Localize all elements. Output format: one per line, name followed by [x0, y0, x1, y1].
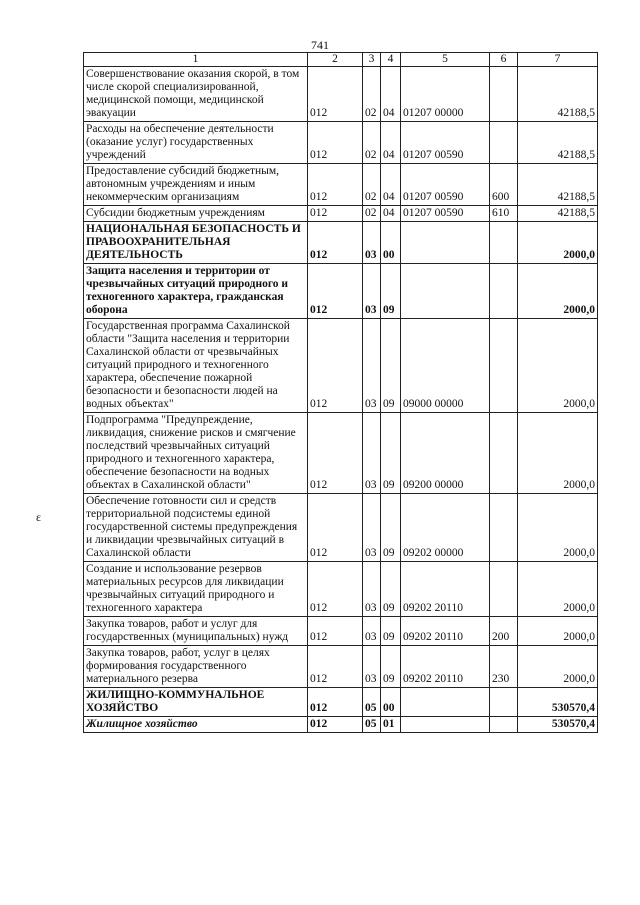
row-amount: 2000,0	[518, 617, 598, 646]
row-name: Совершенствование оказания скорой, в том числе скорой специализированной, медицинской помощи, медицинской эвакуации	[84, 67, 308, 122]
table-row	[84, 717, 598, 733]
code-expense-type	[490, 717, 518, 733]
code-expense-type	[490, 67, 518, 122]
code-section: 02	[363, 67, 381, 122]
column-header: 4	[381, 53, 401, 67]
code-section: 03	[363, 319, 381, 413]
table-row	[84, 617, 598, 646]
code-expense-type: 200	[490, 617, 518, 646]
code-target: 01207 00590	[401, 206, 490, 222]
code-section: 03	[363, 562, 381, 617]
code-section: 02	[363, 206, 381, 222]
code-expense-type: 230	[490, 646, 518, 688]
code-admin: 012	[308, 494, 363, 562]
code-subsection: 04	[381, 206, 401, 222]
row-name: Защита населения и территории от чрезвычайных ситуаций природного и техногенного характера, гражданская оборона	[84, 264, 308, 319]
code-section: 02	[363, 164, 381, 206]
column-header: 2	[308, 53, 363, 67]
row-amount: 2000,0	[518, 494, 598, 562]
code-subsection: 00	[381, 222, 401, 264]
table-row	[84, 67, 598, 122]
code-section: 05	[363, 688, 381, 717]
code-section: 05	[363, 717, 381, 733]
row-name: Субсидии бюджетным учреждениям	[84, 206, 308, 222]
code-expense-type	[490, 222, 518, 264]
table-row	[84, 206, 598, 222]
code-target: 09200 00000	[401, 413, 490, 494]
row-name: Закупка товаров, работ и услуг для государственных (муниципальных) нужд	[84, 617, 308, 646]
code-expense-type	[490, 122, 518, 164]
code-expense-type	[490, 413, 518, 494]
code-subsection: 09	[381, 617, 401, 646]
code-target	[401, 222, 490, 264]
code-target: 01207 00590	[401, 122, 490, 164]
code-expense-type	[490, 264, 518, 319]
table-row	[84, 562, 598, 617]
code-section: 03	[363, 413, 381, 494]
code-section: 03	[363, 494, 381, 562]
row-amount: 42188,5	[518, 67, 598, 122]
code-section: 03	[363, 617, 381, 646]
page-number: 741	[311, 38, 329, 52]
code-subsection: 09	[381, 646, 401, 688]
code-section: 03	[363, 222, 381, 264]
code-target	[401, 264, 490, 319]
code-admin: 012	[308, 562, 363, 617]
table-row	[84, 319, 598, 413]
code-subsection: 09	[381, 319, 401, 413]
row-amount: 2000,0	[518, 562, 598, 617]
row-name: НАЦИОНАЛЬНАЯ БЕЗОПАСНОСТЬ И ПРАВООХРАНИТЕЛЬНАЯ ДЕЯТЕЛЬНОСТЬ	[84, 222, 308, 264]
code-target: 09202 00000	[401, 494, 490, 562]
code-expense-type: 600	[490, 164, 518, 206]
code-subsection: 09	[381, 264, 401, 319]
row-name: Обеспечение готовности сил и средств территориальной подсистемы единой государственной системы предупреждения и ликвидации чрезвычайных ситуаций в Сахалинской области	[84, 494, 308, 562]
table-row	[84, 646, 598, 688]
table-row	[84, 164, 598, 206]
row-amount: 42188,5	[518, 206, 598, 222]
row-amount: 530570,4	[518, 688, 598, 717]
code-admin: 012	[308, 164, 363, 206]
column-header: 3	[363, 53, 381, 67]
table-row	[84, 688, 598, 717]
row-amount: 2000,0	[518, 646, 598, 688]
code-target: 01207 00590	[401, 164, 490, 206]
code-subsection: 04	[381, 122, 401, 164]
code-target: 01207 00000	[401, 67, 490, 122]
code-admin: 012	[308, 319, 363, 413]
code-target: 09202 20110	[401, 617, 490, 646]
table-row	[84, 264, 598, 319]
row-name: Государственная программа Сахалинской области "Защита населения и территории Сахалинской области от чрезвычайных ситуаций природного и техногенного характера, обеспечение пожарной безопасности и безопасности людей на водных объектах"	[84, 319, 308, 413]
table-row	[84, 122, 598, 164]
header-row	[84, 53, 598, 67]
code-subsection: 04	[381, 67, 401, 122]
row-amount: 42188,5	[518, 122, 598, 164]
table-body	[84, 67, 598, 733]
budget-table	[83, 52, 598, 733]
code-expense-type	[490, 688, 518, 717]
code-subsection: 01	[381, 717, 401, 733]
row-amount: 2000,0	[518, 319, 598, 413]
code-admin: 012	[308, 617, 363, 646]
column-header: 6	[490, 53, 518, 67]
table-row	[84, 222, 598, 264]
column-header: 7	[518, 53, 598, 67]
column-header: 5	[401, 53, 490, 67]
row-amount: 530570,4	[518, 717, 598, 733]
row-name: ЖИЛИЩНО-КОММУНАЛЬНОЕ ХОЗЯЙСТВО	[84, 688, 308, 717]
table-row	[84, 413, 598, 494]
row-name: Закупка товаров, работ, услуг в целях формирования государственного материального резерва	[84, 646, 308, 688]
row-name: Жилищное хозяйство	[84, 717, 308, 733]
code-section: 02	[363, 122, 381, 164]
row-amount: 2000,0	[518, 222, 598, 264]
code-target: 09202 20110	[401, 646, 490, 688]
scan-mark: ɛ	[36, 510, 42, 524]
row-name: Создание и использование резервов материальных ресурсов для ликвидации чрезвычайных ситуаций природного и техногенного характера	[84, 562, 308, 617]
code-target	[401, 717, 490, 733]
code-subsection: 09	[381, 413, 401, 494]
code-target: 09202 20110	[401, 562, 490, 617]
row-amount: 42188,5	[518, 164, 598, 206]
code-subsection: 04	[381, 164, 401, 206]
row-name: Подпрограмма "Предупреждение, ликвидация, снижение рисков и смягчение последствий чрезвычайных ситуаций природного и техногенного характера, обеспечение безопасности на водных объектах в Сахалинской области"	[84, 413, 308, 494]
code-section: 03	[363, 646, 381, 688]
row-amount: 2000,0	[518, 413, 598, 494]
code-admin: 012	[308, 264, 363, 319]
code-subsection: 09	[381, 562, 401, 617]
code-expense-type	[490, 494, 518, 562]
table-row	[84, 494, 598, 562]
code-admin: 012	[308, 413, 363, 494]
code-target	[401, 688, 490, 717]
code-target: 09000 00000	[401, 319, 490, 413]
code-admin: 012	[308, 206, 363, 222]
code-admin: 012	[308, 67, 363, 122]
code-expense-type: 610	[490, 206, 518, 222]
code-admin: 012	[308, 688, 363, 717]
row-amount: 2000,0	[518, 264, 598, 319]
code-expense-type	[490, 319, 518, 413]
row-name: Предоставление субсидий бюджетным, автономным учреждениям и иным некоммерческим организациям	[84, 164, 308, 206]
code-admin: 012	[308, 717, 363, 733]
code-section: 03	[363, 264, 381, 319]
code-expense-type	[490, 562, 518, 617]
column-header: 1	[84, 53, 308, 67]
code-subsection: 09	[381, 494, 401, 562]
code-admin: 012	[308, 646, 363, 688]
code-admin: 012	[308, 222, 363, 264]
row-name: Расходы на обеспечение деятельности (оказание услуг) государственных учреждений	[84, 122, 308, 164]
code-admin: 012	[308, 122, 363, 164]
code-subsection: 00	[381, 688, 401, 717]
